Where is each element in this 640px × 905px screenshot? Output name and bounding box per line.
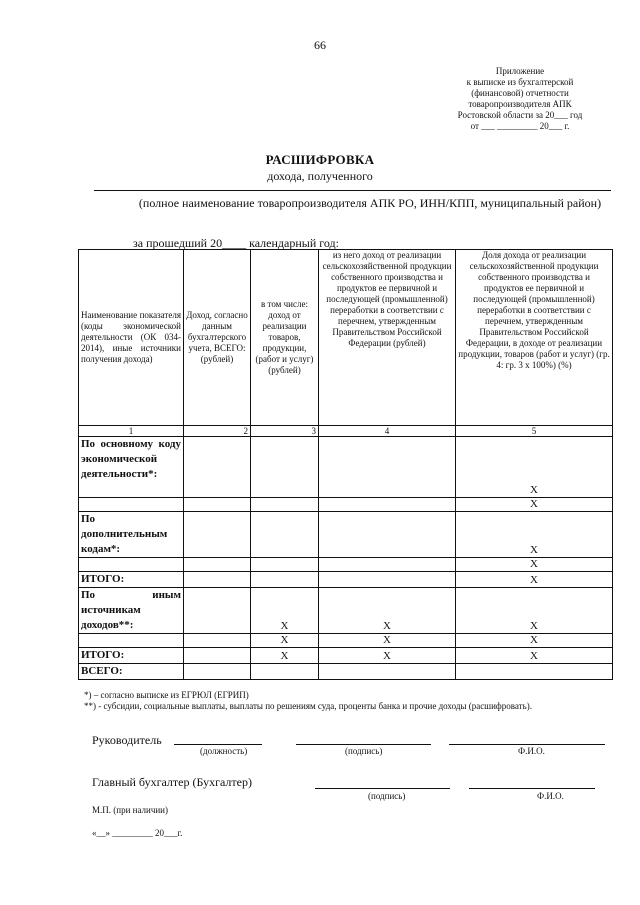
table-cell[interactable] (79, 558, 184, 572)
x-mark: Х (456, 498, 613, 512)
signature-caption: (подпись) (345, 746, 383, 756)
name-fill-line (94, 190, 611, 191)
appendix-line: Ростовской области за 20___ год (457, 110, 583, 120)
position-caption: (должность) (200, 746, 248, 756)
table-cell[interactable] (319, 437, 456, 498)
row-total: ИТОГО: (79, 572, 184, 588)
appendix-line: (финансовой) отчетности (471, 88, 569, 98)
signature-line[interactable] (296, 744, 431, 745)
table-cell[interactable] (184, 512, 251, 558)
col-number: 1 (79, 426, 184, 437)
table-row (79, 572, 613, 588)
table-cell[interactable] (79, 634, 184, 648)
name-line-2[interactable] (469, 788, 595, 789)
row-additional-codes: По дополнительным кодам*: (79, 512, 184, 558)
name-line[interactable] (449, 744, 605, 745)
col-number: 5 (456, 426, 613, 437)
table-cell[interactable] (79, 498, 184, 512)
col-number: 2 (184, 426, 251, 437)
x-mark: Х (251, 588, 319, 634)
appendix-note (430, 66, 610, 132)
appendix-line: товаропроизводителя АПК (468, 99, 572, 109)
table-row (79, 588, 613, 634)
appendix-line: к выписке из бухгалтерской (466, 77, 574, 87)
footnote-1: *) – согласно выписке из ЕГРЮЛ (ЕГРИП) (84, 690, 249, 700)
stamp-note: М.П. (при наличии) (92, 805, 168, 815)
full-name-hint: (полное наименование товаропроизводителя АПК РО, ИНН/КПП, муниципальный район) (138, 196, 602, 210)
income-breakdown-table (78, 249, 613, 680)
signature-caption-2: (подпись) (368, 791, 406, 801)
document-subtitle: дохода, полученного (267, 169, 373, 183)
footnotes (84, 690, 614, 712)
table-row (79, 512, 613, 558)
x-mark: Х (456, 437, 613, 498)
col-number: 3 (251, 426, 319, 437)
x-mark: Х (319, 588, 456, 634)
row-grand-total: ВСЕГО: (79, 664, 184, 680)
table-cell[interactable] (319, 558, 456, 572)
table-cell[interactable] (251, 664, 319, 680)
signature-line-2[interactable] (315, 788, 450, 789)
table-cell[interactable] (319, 664, 456, 680)
table-row (79, 437, 613, 498)
table-cell[interactable] (251, 498, 319, 512)
table-cell[interactable] (184, 634, 251, 648)
appendix-line: Приложение (495, 66, 545, 76)
table-row (79, 664, 613, 680)
x-mark: Х (319, 634, 456, 648)
x-mark: Х (456, 512, 613, 558)
page-number: 66 (314, 38, 326, 52)
chief-accountant-label: Главный бухгалтер (Бухгалтер) (92, 775, 252, 789)
column-numbers-row (79, 426, 613, 437)
table-row (79, 648, 613, 664)
table-cell[interactable] (319, 512, 456, 558)
table-cell[interactable] (251, 572, 319, 588)
table-cell[interactable] (184, 648, 251, 664)
header-agri-income: из него доход от реализации сельскохозяйственной продукции собственного производства и продуктов ее первичной и последующей (промышленной) переработки в соответствии с перечнем, утвержденным Правительством Российской Федерации (рублей) (319, 250, 456, 426)
appendix-line: от ___ _________ 20___ г. (470, 121, 570, 131)
header-total-income: Доход, согласно данным бухгалтерского учета, ВСЕГО: (рублей) (184, 250, 251, 426)
table-cell[interactable] (456, 664, 613, 680)
name-caption-2: Ф.И.О. (537, 791, 564, 801)
x-mark: Х (456, 648, 613, 664)
head-label: Руководитель (92, 733, 162, 747)
x-mark: Х (319, 648, 456, 664)
table-cell[interactable] (319, 498, 456, 512)
table-cell[interactable] (184, 437, 251, 498)
table-cell[interactable] (184, 588, 251, 634)
x-mark: Х (456, 572, 613, 588)
row-other-sources: По иным источникам доходов**: (79, 588, 184, 634)
header-indicator: Наименование показателя (коды экономической деятельности (ОК 034-2014), иные источники получения дохода) (79, 250, 184, 426)
position-line[interactable] (174, 744, 262, 745)
table-cell[interactable] (184, 558, 251, 572)
x-mark: Х (456, 634, 613, 648)
table-cell[interactable] (319, 572, 456, 588)
date-line: «__» _________ 20___г. (92, 828, 183, 838)
table-row (79, 634, 613, 648)
header-sales-income: в том числе: доход от реализации товаров, продукции, (работ и услуг) (рублей) (251, 250, 319, 426)
name-caption: Ф.И.О. (518, 746, 545, 756)
year-line: за прошедший 20____ календарный год: (133, 236, 339, 250)
table-row (79, 558, 613, 572)
document-title: РАСШИФРОВКА (265, 152, 375, 167)
x-mark: Х (456, 588, 613, 634)
table-cell[interactable] (184, 498, 251, 512)
table-cell[interactable] (251, 558, 319, 572)
table-cell[interactable] (251, 512, 319, 558)
x-mark: Х (251, 648, 319, 664)
table-cell[interactable] (184, 664, 251, 680)
table-cell[interactable] (184, 572, 251, 588)
table-header-row (79, 250, 613, 426)
header-agri-share: Доля дохода от реализации сельскохозяйственной продукции собственного производства и продуктов ее первичной и последующей (промышленной) переработки в соответствии с перечнем, утвержденным Правительством Российской Федерации, в доходе от реализации продукции, товаров (работ и услуг) (гр. 4: гр. 3 х 100%) (%) (456, 250, 613, 426)
row-main-code: По основному коду экономической деятельности*: (79, 437, 184, 498)
table-cell[interactable] (251, 437, 319, 498)
col-number: 4 (319, 426, 456, 437)
x-mark: Х (251, 634, 319, 648)
footnote-2: **) - субсидии, социальные выплаты, выплаты по решениям суда, проценты банка и прочие доходы (расшифровать). (84, 701, 532, 711)
x-mark: Х (456, 558, 613, 572)
table-row (79, 498, 613, 512)
row-total: ИТОГО: (79, 648, 184, 664)
